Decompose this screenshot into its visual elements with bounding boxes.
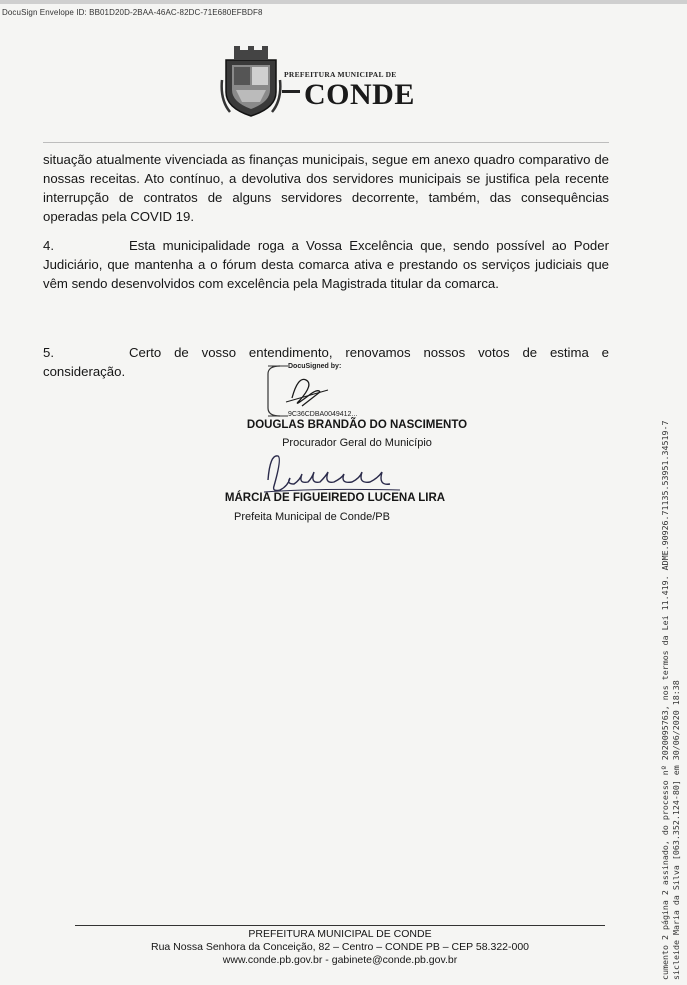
signature-block [150, 360, 550, 540]
footer-address: Rua Nossa Senhora da Conceição, 82 – Centro – CONDE PB – CEP 58.322-000 [150, 941, 530, 953]
envelope-id: DocuSign Envelope ID: BB01D20D-2BAA-46AC-82DC-71E680EFBDF8 [2, 8, 263, 17]
signer-2-role: Prefeita Municipal de Conde/PB [234, 511, 390, 523]
paragraph-1: situação atualmente vivenciada as finanças municipais, segue em anexo quadro comparativo de nossas receitas. Ato contínuo, a devolutiva dos servidores municipais se justifica pela recente interrupção de contratos de alguns servidores decorrente, também, das consequências operadas pela COVID 19. [43, 152, 609, 224]
footer-org: PREFEITURA MUNICIPAL DE CONDE [248, 928, 432, 940]
signer-2-name: MÁRCIA DE FIGUEIREDO LUCENA LIRA [224, 492, 446, 504]
header-logo [220, 40, 440, 120]
handwritten-signature-2 [260, 450, 410, 496]
docusign-id: 9C36CDBA0049412... [288, 411, 358, 418]
title-bar [282, 90, 300, 93]
paragraph-3-text: Certo de vosso entendimento, renovamos nossos votos de estima e consideração. [43, 345, 609, 379]
footer-contact: www.conde.pb.gov.br - gabinete@conde.pb.gov.br [222, 954, 458, 966]
signer-1-name: DOUGLAS BRANDÃO DO NASCIMENTO [246, 419, 468, 431]
paragraph-2-number: 4. [43, 238, 54, 253]
signer-1-role: Procurador Geral do Município [282, 437, 432, 449]
side-stamp-line-2: sicleide Maria da Silva [063.352.124-80] em 30/06/2020 18:38 [671, 680, 681, 980]
municipal-coat-of-arms-icon [220, 40, 282, 118]
paragraph-2 [43, 236, 609, 293]
footer-rule [75, 925, 605, 926]
docusign-label: DocuSigned by: [288, 363, 342, 370]
paragraph-2-text: Esta municipalidade roga a Vossa Excelência que, sendo possível ao Poder Judiciário, que mantenha a o fórum desta comarca ativa e prestando os serviços judiciais que vêm sendo desenvolvidos com excelência pela Magistrada titular da comarca. [43, 238, 609, 291]
side-stamp-line-1: cumento 2 página 2 assinado, do processo nº 2020095763, nos termos da Lei 11.419. ADME.90926.71135.53951.34519-7 [660, 420, 670, 980]
top-border [0, 0, 687, 4]
org-big-title-wrap [282, 80, 422, 112]
paragraph-3-number: 5. [43, 345, 54, 360]
header-rule [43, 142, 609, 143]
org-big-title: CONDE [304, 78, 415, 111]
org-small-title: PREFEITURA MUNICIPAL DE [284, 70, 397, 79]
